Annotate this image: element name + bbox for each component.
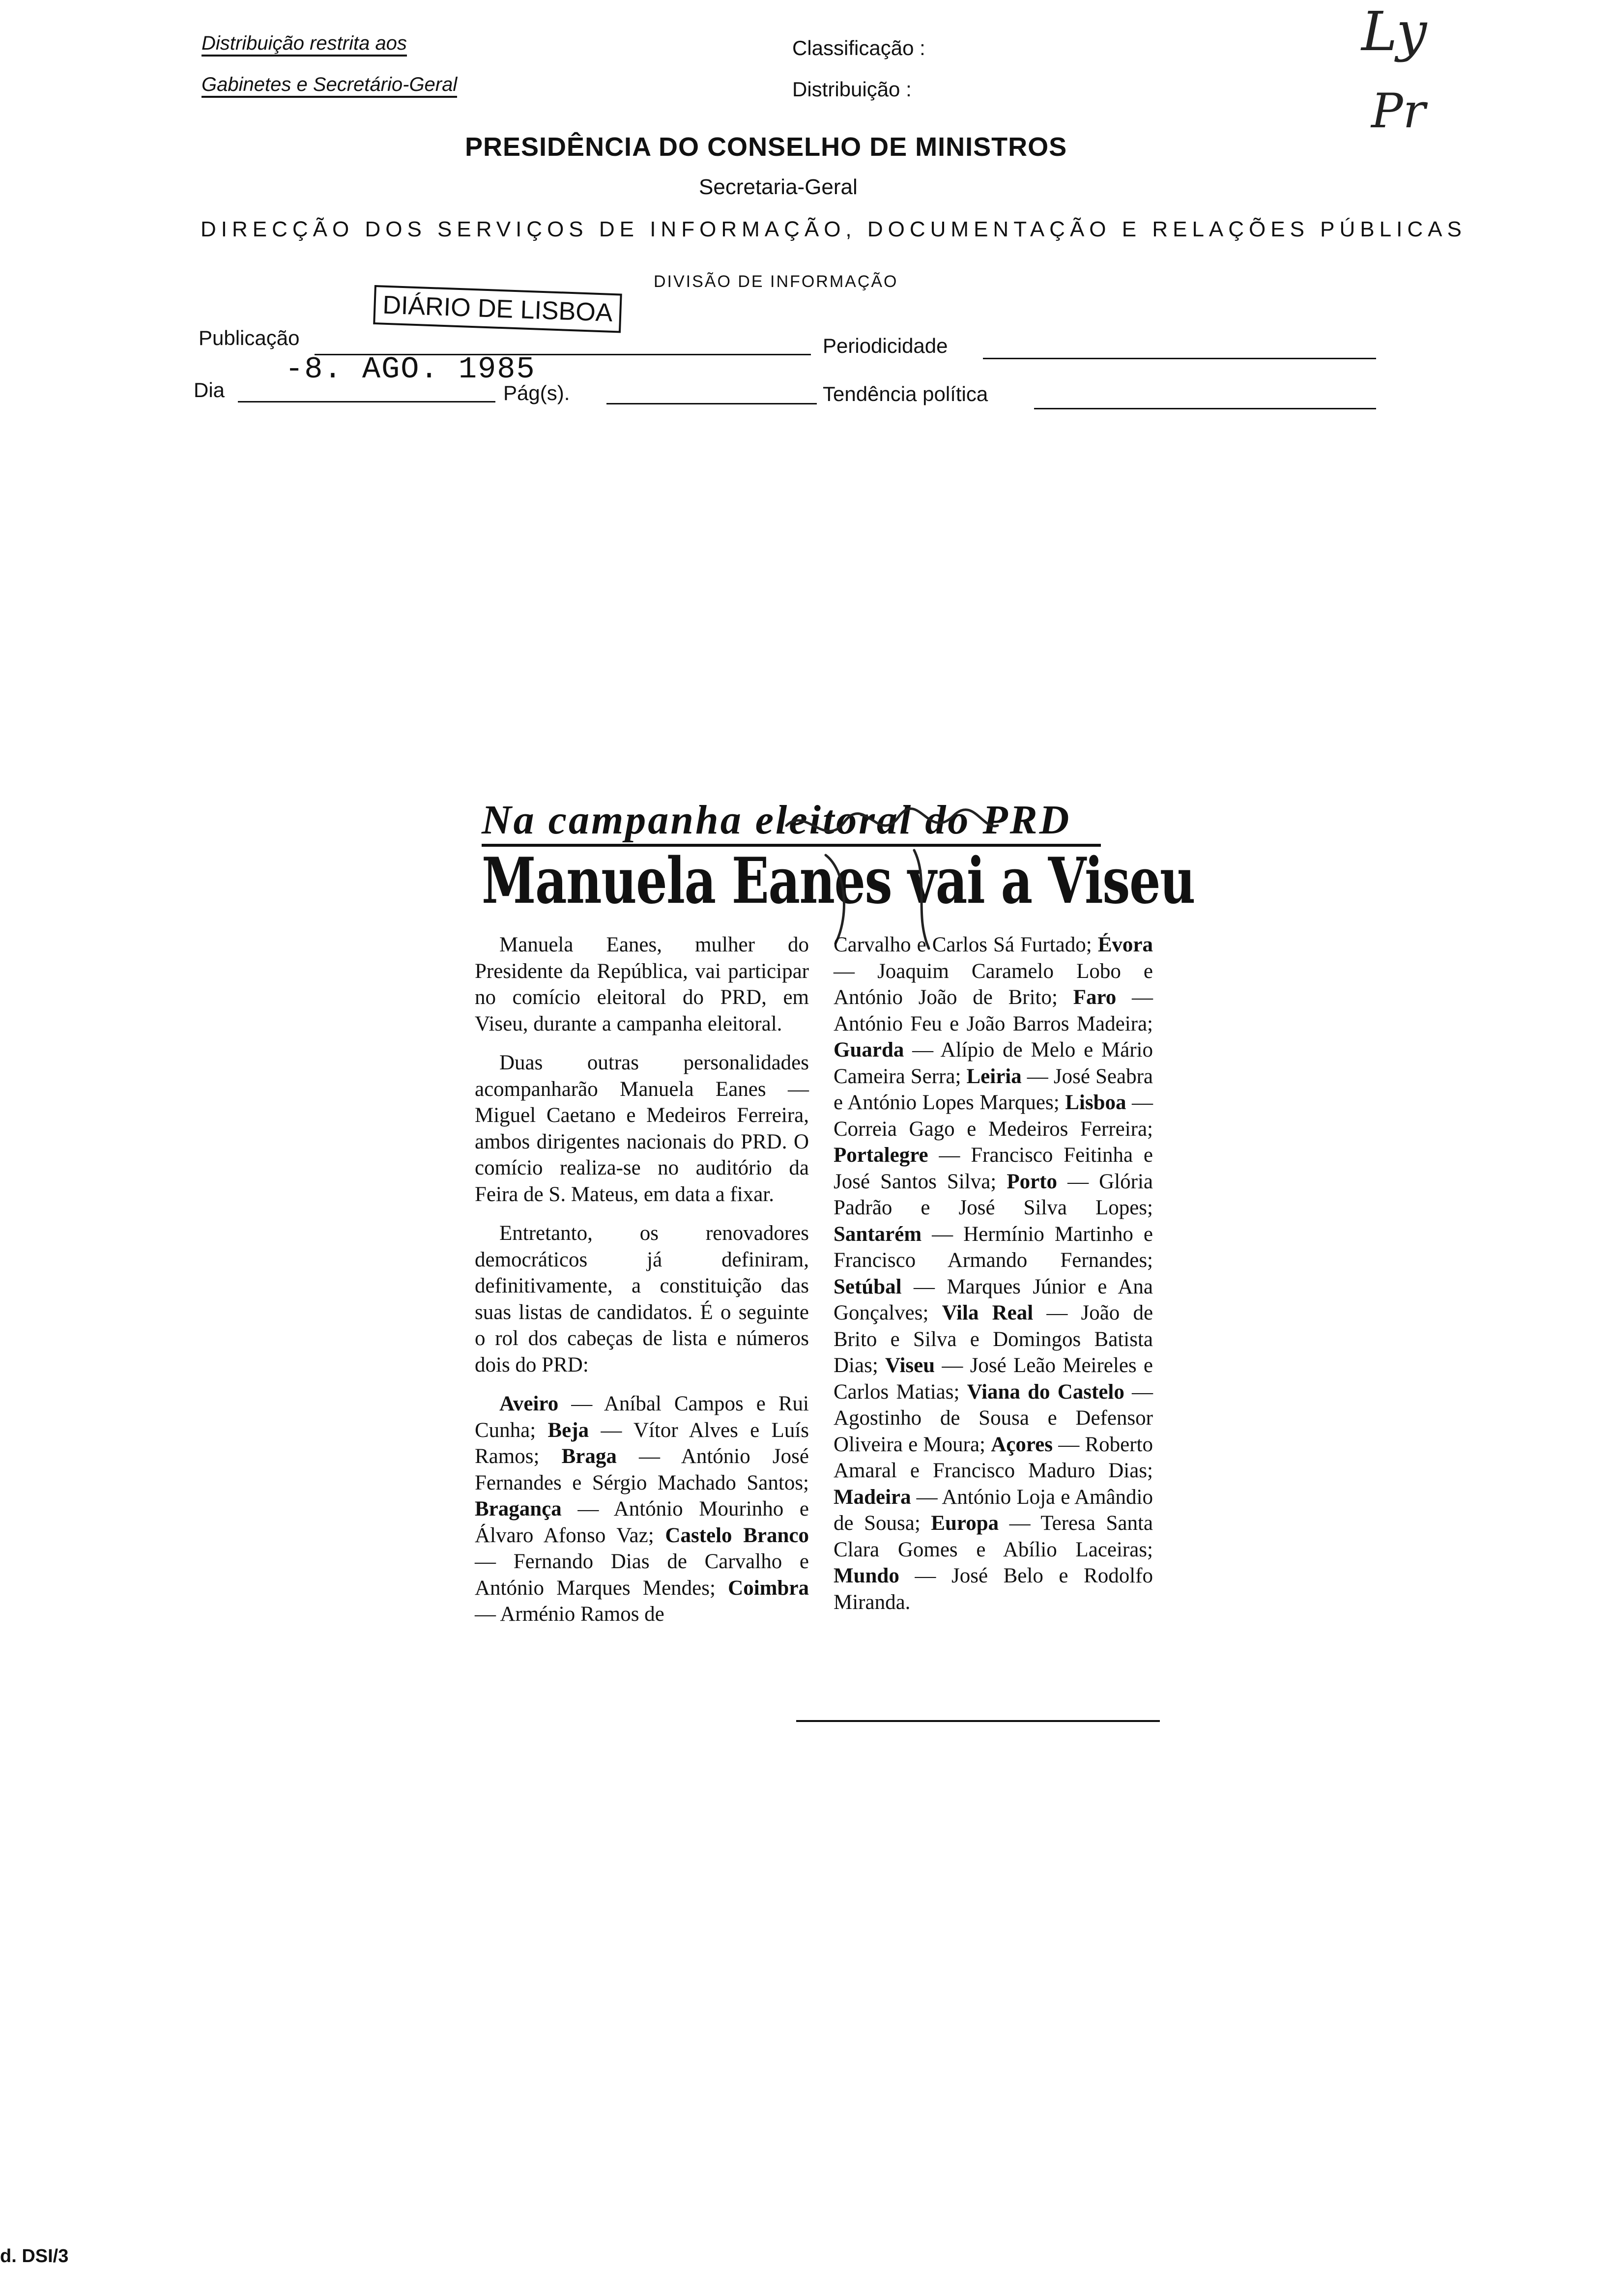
restricted-distribution-line2: Gabinetes e Secretário-Geral xyxy=(202,74,457,98)
classificacao-label: Classificação : xyxy=(792,36,925,59)
paragraph: Entretanto, os renovadores democráticos já definiram, definitivamente, a constituição das suas listas de candidatos. É o seguinte o rol dos cabeças de lista e números dois do PRD: xyxy=(475,1222,809,1377)
publication-stamp: DIÁRIO DE LISBOA xyxy=(373,285,622,333)
paragraph: Aveiro — Aníbal Campos e Rui Cunha; Beja — Vítor Alves e Luís Ramos; Braga — António José Fernandes e Sérgio Machado Santos; Bragança — António Mourinho e Álvaro Afonso Vaz; Castelo Branco — Fernando Dias de Carvalho e António Marques Mendes; Coimbra — Arménio Ramos de xyxy=(475,1392,809,1626)
periodicidade-label: Periodicidade xyxy=(823,334,948,357)
article-headline: Manuela Eanes vai a Viseu xyxy=(482,844,1195,918)
handwritten-note-2: Pr xyxy=(1371,84,1426,139)
publicacao-label: Publicação xyxy=(199,326,300,349)
paragraph: Manuela Eanes, mulher do Presidente da República, vai participar no comício eleitoral do PRD, em Viseu, durante a campanha eleitoral. xyxy=(475,933,809,1035)
pags-label: Pág(s). xyxy=(503,381,570,404)
paragraph: Carvalho e Carlos Sá Furtado; Évora — Joaquim Caramelo Lobo e António João de Brito; Faro — António Feu e João Barros Madeira; Guarda — Alípio de Melo e Mário Cameira Serra; Leiria — José Seabra e António Lopes Marques; Lisboa — Correia Gago e Medeiros Ferreira; Portalegre — Francisco Feitinha e José Santos Silva; Porto — Glória Padrão e José Silva Lopes; Santarém — Hermínio Martinho e Francisco Armando Fernandes; Setúbal — Marques Júnior e Ana Gonçalves; Vila Real — João de Brito e Silva e Domingos Batista Dias; Viseu — José Leão Meireles e Carlos Matias; Viana do Castelo — Agostinho de Sousa e Defensor Oliveira e Moura; Açores — Roberto Amaral e Francisco Maduro Dias; Madeira — António Loja e Amândio de Sousa; Europa — Teresa Santa Clara Gomes e Abílio Laceiras; Mundo — José Belo e Rodolfo Miranda. xyxy=(834,933,1153,1614)
form-code: d. DSI/3 xyxy=(0,2246,69,2267)
handwritten-note-1: Ly xyxy=(1361,0,1427,63)
restricted-distribution-line1: Distribuição restrita aos xyxy=(202,32,407,57)
org-title: PRESIDÊNCIA DO CONSELHO DE MINISTROS xyxy=(465,132,1067,162)
division-line: DIVISÃO DE INFORMAÇÃO xyxy=(654,272,898,291)
article-column-right xyxy=(834,932,1153,1628)
tendencia-underline xyxy=(1034,408,1376,409)
dia-underline xyxy=(238,401,495,402)
article-column-left xyxy=(475,932,809,1640)
date-stamp: -8. AGO. 1985 xyxy=(285,352,536,387)
pags-underline xyxy=(606,403,817,404)
article-kicker: Na campanha eleitoral do PRD xyxy=(482,796,1101,847)
paragraph: Duas outras personalidades acompanharão Manuela Eanes — Miguel Caetano e Medeiros Ferreira, ambos dirigentes nacionais do PRD. O comício realiza-se no auditório da Feira de S. Mateus, em data a fixar. xyxy=(475,1051,809,1206)
dia-label: Dia xyxy=(194,378,225,402)
distribuicao-label: Distribuição : xyxy=(792,78,912,101)
periodicidade-underline xyxy=(983,358,1376,359)
secretaria-geral: Secretaria-Geral xyxy=(699,175,858,199)
directorate-line: DIRECÇÃO DOS SERVIÇOS DE INFORMAÇÃO, DOCUMENTAÇÃO E RELAÇÕES PÚBLICAS xyxy=(201,217,1467,241)
article-end-rule xyxy=(796,1720,1160,1722)
tendencia-label: Tendência política xyxy=(823,382,988,405)
